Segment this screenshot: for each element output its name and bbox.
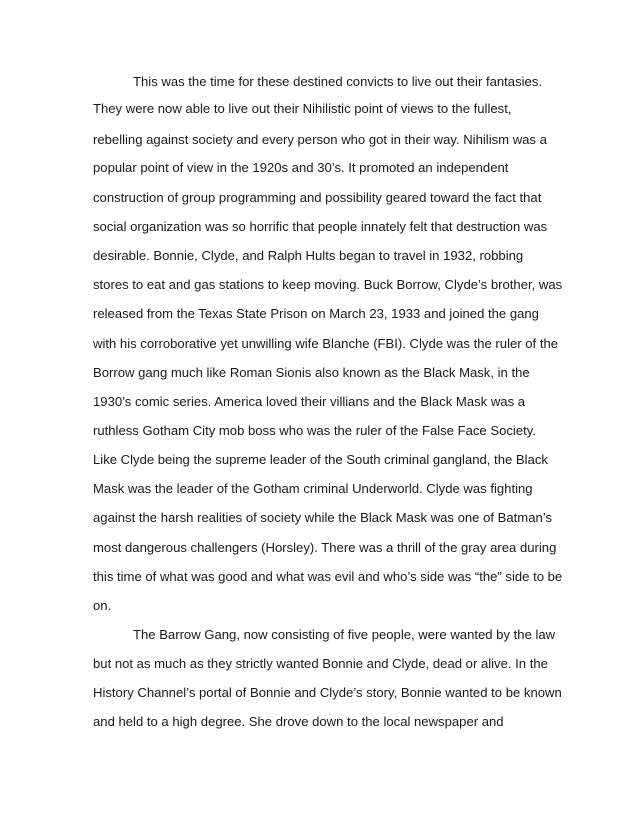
text-line: with his corroborative yet unwilling wife Blanche (FBI). Clyde was the ruler of the [93,336,559,351]
text-line: this time of what was good and what was evil and who’s side was “the” side to be [93,569,563,584]
text-line: History Channel’s portal of Bonnie and Clyde’s story, Bonnie wanted to be known [93,685,562,700]
text-line: against the harsh realities of society while the Black Mask was one of Batman’s [93,510,552,525]
text-line: They were now able to live out their Nihilistic point of views to the fullest, [93,101,512,116]
text-line: popular point of view in the 1920s and 30’s. It promoted an independent [93,160,509,175]
text-line: The Barrow Gang, now consisting of five people, were wanted by the law [133,627,556,642]
text-line: stores to eat and gas stations to keep moving. Buck Borrow, Clyde’s brother, was [93,277,563,292]
text-line: construction of group programming and possibility geared toward the fact that [93,190,542,205]
text-line: but not as much as they strictly wanted Bonnie and Clyde, dead or alive. In the [93,656,548,671]
text-line: Borrow gang much like Roman Sionis also known as the Black Mask, in the [93,365,530,380]
text-line: social organization was so horrific that people innately felt that destruction was [93,219,548,234]
text-line: ruthless Gotham City mob boss who was the ruler of the False Face Society. [93,423,536,438]
text-line: 1930’s comic series. America loved their villians and the Black Mask was a [93,394,526,409]
text-line: Mask was the leader of the Gotham criminal Underworld. Clyde was fighting [93,481,533,496]
text-line: most dangerous challengers (Horsley). There was a thrill of the gray area during [93,540,557,555]
text-line: This was the time for these destined convicts to live out their fantasies. [133,74,543,89]
text-line: desirable. Bonnie, Clyde, and Ralph Hults began to travel in 1932, robbing [93,248,524,263]
text-line: and held to a high degree. She drove down to the local newspaper and [93,714,504,729]
text-line: rebelling against society and every person who got in their way. Nihilism was a [93,132,547,147]
text-line: on. [93,598,112,613]
text-line: Like Clyde being the supreme leader of the South criminal gangland, the Black [93,452,548,467]
text-line: released from the Texas State Prison on March 23, 1933 and joined the gang [93,306,539,321]
